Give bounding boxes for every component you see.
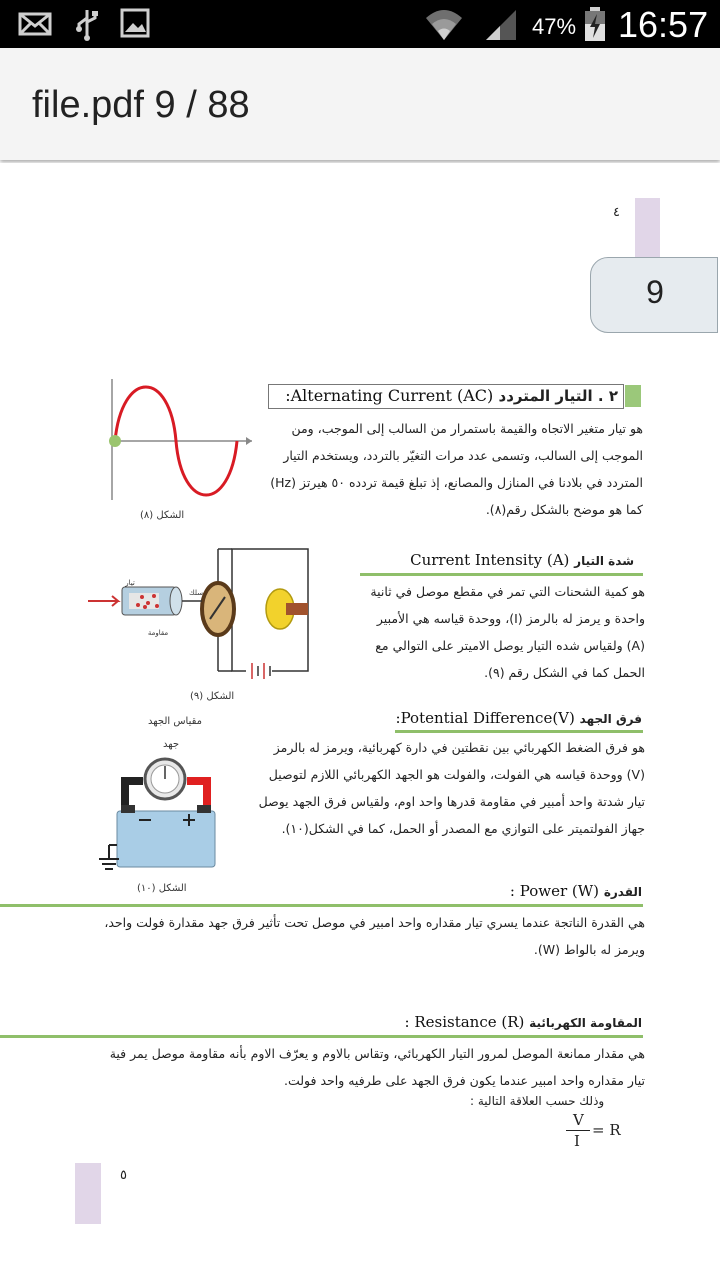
formula-rhs: = R xyxy=(592,1121,621,1139)
voltmeter-circuit-figure xyxy=(95,753,235,878)
formula-fraction-bar xyxy=(566,1130,590,1131)
ac-body: هو تيار متغير الاتجاه والقيمة باستمرار من السالب إلى الموجب، ومن الموجب إلى السالب، وتسمى عدد مرات التغيّر بالتردد، ويستخدم التيار المتردد في بلادنا في المنازل والمصانع، إذ تبلغ قيمة تردده ٥٠ هيرتز (Hz) كما هو موضح بالشكل رقم(٨). xyxy=(270,421,643,517)
top-margin-strip xyxy=(635,198,660,258)
relation-intro: وذلك حسب العلاقة التالية : xyxy=(470,1094,605,1108)
current-heading-underline xyxy=(360,573,643,576)
potential-body: هو فرق الضغط الكهربائي بين نقطتين في دارة كهربائية، ويرمز له بالرمز (V) ووحدة قياسه هي الفولت، والفولت هو الجهد الكهربائي اللازم لتوصيل تيار شدتة واحد أمبير في مقاومة قدرها واحد اوم، ولقياس فرق الجهد يوصل جهاز الفولتميتر على التوازي مع المصدر أو الحمل، كما في الشكل(١٠). xyxy=(258,740,645,836)
resistance-heading-underline xyxy=(0,1035,643,1038)
potential-heading xyxy=(396,709,643,727)
ohms-law-formula xyxy=(566,1111,626,1156)
battery-percent: 47% xyxy=(532,14,577,39)
resistance-heading xyxy=(405,1013,642,1031)
power-heading xyxy=(510,882,642,900)
battery-charging-icon xyxy=(584,6,606,42)
power-heading-underline xyxy=(0,904,643,907)
current-heading-ar: شدة التيار xyxy=(574,554,634,568)
fig9-label-resistance: مقاومة xyxy=(147,629,169,637)
pdf-page[interactable] xyxy=(0,163,720,1280)
clock: 16:57 xyxy=(618,4,709,45)
voltmeter-figure-label: مقياس الجهد xyxy=(148,716,203,727)
page-number-badge xyxy=(590,257,718,333)
formula-denominator: I xyxy=(574,1132,580,1150)
current-body: هو كمية الشحنات التي تمر في مقطع موصل في ثانية واحدة و يرمز له بالرمز (I)، ووحدة قياسه هي الأمبير (A) ولقياس شده التيار يوصل الاميتر على التوالي مع الحمل كما في الشكل رقم (٩). xyxy=(370,584,645,680)
bottom-margin-strip xyxy=(75,1163,101,1224)
usb-icon xyxy=(74,8,100,42)
power-heading-en: Power (W) : xyxy=(509,882,600,900)
signal-icon xyxy=(482,8,518,42)
wifi-icon xyxy=(424,6,464,42)
potential-heading-en: Potential Difference(V): xyxy=(395,709,575,727)
resistance-body: هي مقدار ممانعة الموصل لمرور التيار الكهربائي، وتقاس بالاوم و يعرّف الاوم بأنه مقاومة موصل يمر فية تيار مقداره واحد امبير عندما يكون فرق الجهد على طرفيه واحد فولت. xyxy=(109,1046,645,1088)
ac-heading xyxy=(285,386,618,405)
fig9-label-current: تيار xyxy=(125,579,135,587)
current-heading xyxy=(410,551,634,569)
fig9-label-wire: سلك xyxy=(188,589,204,597)
ac-waveform-figure xyxy=(100,375,265,505)
ac-figure-caption: الشكل (٨) xyxy=(140,510,185,521)
mail-icon xyxy=(18,12,52,36)
bottom-page-number: ٥ xyxy=(120,1168,127,1183)
formula-numerator: V xyxy=(573,1111,584,1129)
resistance-heading-en: Resistance (R) : xyxy=(404,1013,525,1031)
power-heading-ar: القدرة xyxy=(603,885,642,899)
image-icon xyxy=(120,8,150,38)
ac-heading-ar: ٢ . التيار المتردد xyxy=(498,387,618,405)
resistance-heading-ar: المقاومة الكهربائية xyxy=(529,1016,642,1030)
title-bar xyxy=(0,48,720,160)
top-page-number: ٤ xyxy=(613,205,620,220)
ac-heading-marker xyxy=(625,385,641,407)
power-body: هي القدرة الناتجة عندما يسري تيار مقداره واحد امبير في موصل تحت تأثير فرق جهد مقدارة فولت واحد، ويرمز له بالواط (W). xyxy=(104,915,645,957)
page-number-badge-label: 9 xyxy=(646,274,664,310)
current-heading-en: Current Intensity (A) xyxy=(410,551,570,569)
document-title: file.pdf 9 / 88 xyxy=(32,84,250,126)
ac-heading-en: Alternating Current (AC): xyxy=(285,386,494,405)
potential-heading-ar: فرق الجهد xyxy=(579,712,642,726)
ammeter-circuit-figure xyxy=(82,545,314,690)
voltmeter-figure-sublabel: جهد xyxy=(163,739,180,750)
status-bar xyxy=(0,0,720,48)
potential-figure-caption: الشكل (١٠) xyxy=(137,883,187,894)
potential-heading-underline xyxy=(395,730,643,733)
current-figure-caption: الشكل (٩) xyxy=(190,691,235,702)
